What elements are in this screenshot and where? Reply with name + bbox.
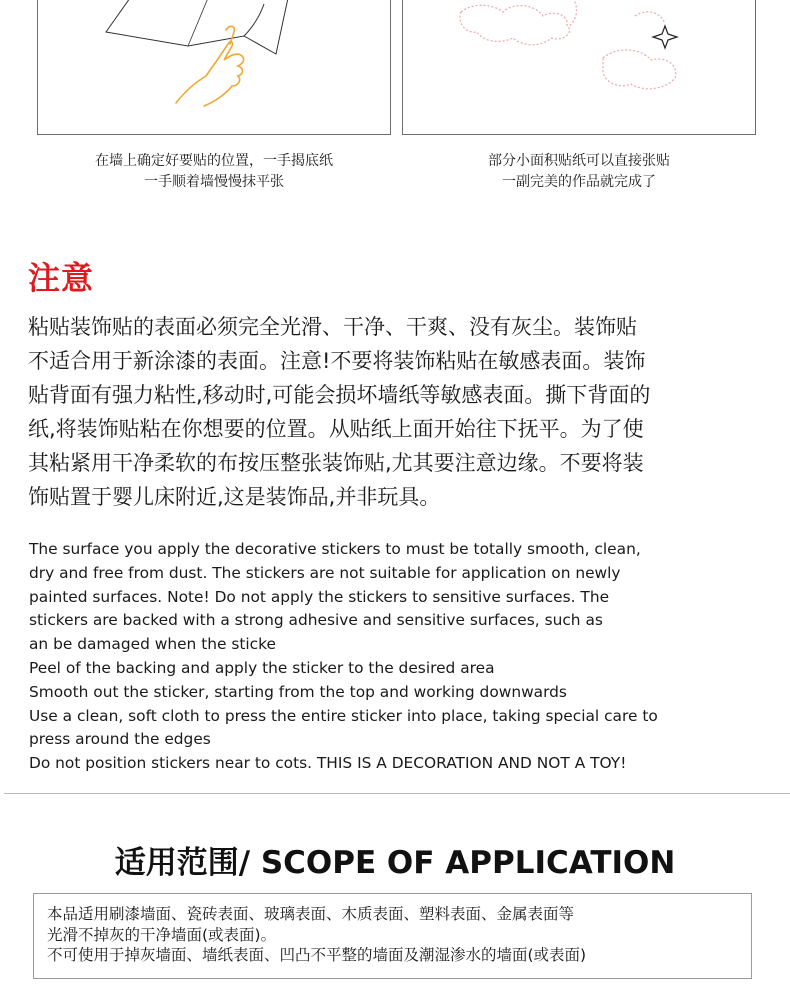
scope-line: 光滑不掉灰的干净墙面(或表面)。 bbox=[47, 925, 277, 944]
scope-text bbox=[47, 904, 747, 966]
notice-en-line: Use a clean, soft cloth to press the entire sticker into place, taking special care to bbox=[29, 706, 658, 725]
caption-line: 在墙上确定好要贴的位置，一手揭底纸 bbox=[95, 153, 333, 169]
step-illustration-apply bbox=[402, 0, 756, 135]
notice-zh-line: 其粘紧用干净柔软的布按压整张装饰贴,尤其要注意边缘。不要将装 bbox=[28, 451, 644, 475]
notice-zh-line: 贴背面有强力粘性,移动时,可能会损坏墙纸等敏感表面。撕下背面的 bbox=[28, 383, 651, 407]
notice-en-line: Peel of the backing and apply the sticker to the desired area bbox=[29, 658, 495, 677]
section-divider bbox=[4, 793, 790, 794]
scope-line: 本品适用刷漆墙面、瓷砖表面、玻璃表面、木质表面、塑料表面、金属表面等 bbox=[47, 905, 575, 923]
scope-line: 不可使用于掉灰墙面、墙纸表面、凹凸不平整的墙面及潮湿渗水的墙面(或表面) bbox=[47, 946, 587, 964]
notice-zh-line: 粘贴装饰贴的表面必须完全光滑、干净、干爽、没有灰尘。装饰贴 bbox=[28, 315, 637, 339]
caption-line: 一副完美的作品就完成了 bbox=[502, 174, 656, 190]
scope-title: 适用范围/ SCOPE OF APPLICATION bbox=[114, 845, 676, 881]
notice-chinese-text bbox=[28, 310, 768, 514]
notice-en-line: dry and free from dust. The stickers are not suitable for application on newly bbox=[29, 563, 621, 582]
notice-english-text bbox=[29, 538, 769, 776]
notice-en-line: painted surfaces. Note! Do not apply the stickers to sensitive surfaces. The bbox=[29, 587, 610, 606]
notice-en-line: press around the edges bbox=[29, 730, 211, 749]
caption-line: 部分小面积贴纸可以直接张贴 bbox=[488, 153, 670, 169]
notice-title: 注意 bbox=[28, 259, 95, 297]
step-caption-apply bbox=[402, 151, 756, 193]
step-illustration-peel bbox=[37, 0, 391, 135]
notice-en-line: an be damaged when the sticke bbox=[29, 635, 276, 654]
notice-zh-line: 不适合用于新涂漆的表面。注意!不要将装饰粘贴在敏感表面。装饰 bbox=[28, 349, 646, 373]
hand-peeling-sticker-icon bbox=[38, 0, 392, 135]
fish-sticker-sparkle-icon bbox=[403, 0, 757, 135]
notice-en-line: stickers are backed with a strong adhesive and sensitive surfaces, such as bbox=[29, 611, 603, 630]
notice-en-line: Do not position stickers near to cots. THIS IS A DECORATION AND NOT A TOY! bbox=[29, 754, 627, 773]
notice-zh-line: 饰贴置于婴儿床附近,这是装饰品,并非玩具。 bbox=[28, 485, 441, 509]
notice-en-line: The surface you apply the decorative stickers to must be totally smooth, clean, bbox=[29, 540, 641, 558]
step-caption-peel bbox=[37, 151, 391, 193]
notice-en-line: Smooth out the sticker, starting from the top and working downwards bbox=[29, 682, 567, 701]
notice-zh-line: 纸,将装饰贴粘在你想要的位置。从贴纸上面开始往下抚平。为了使 bbox=[28, 417, 644, 441]
caption-line: 一手顺着墙慢慢抹平张 bbox=[144, 174, 284, 190]
